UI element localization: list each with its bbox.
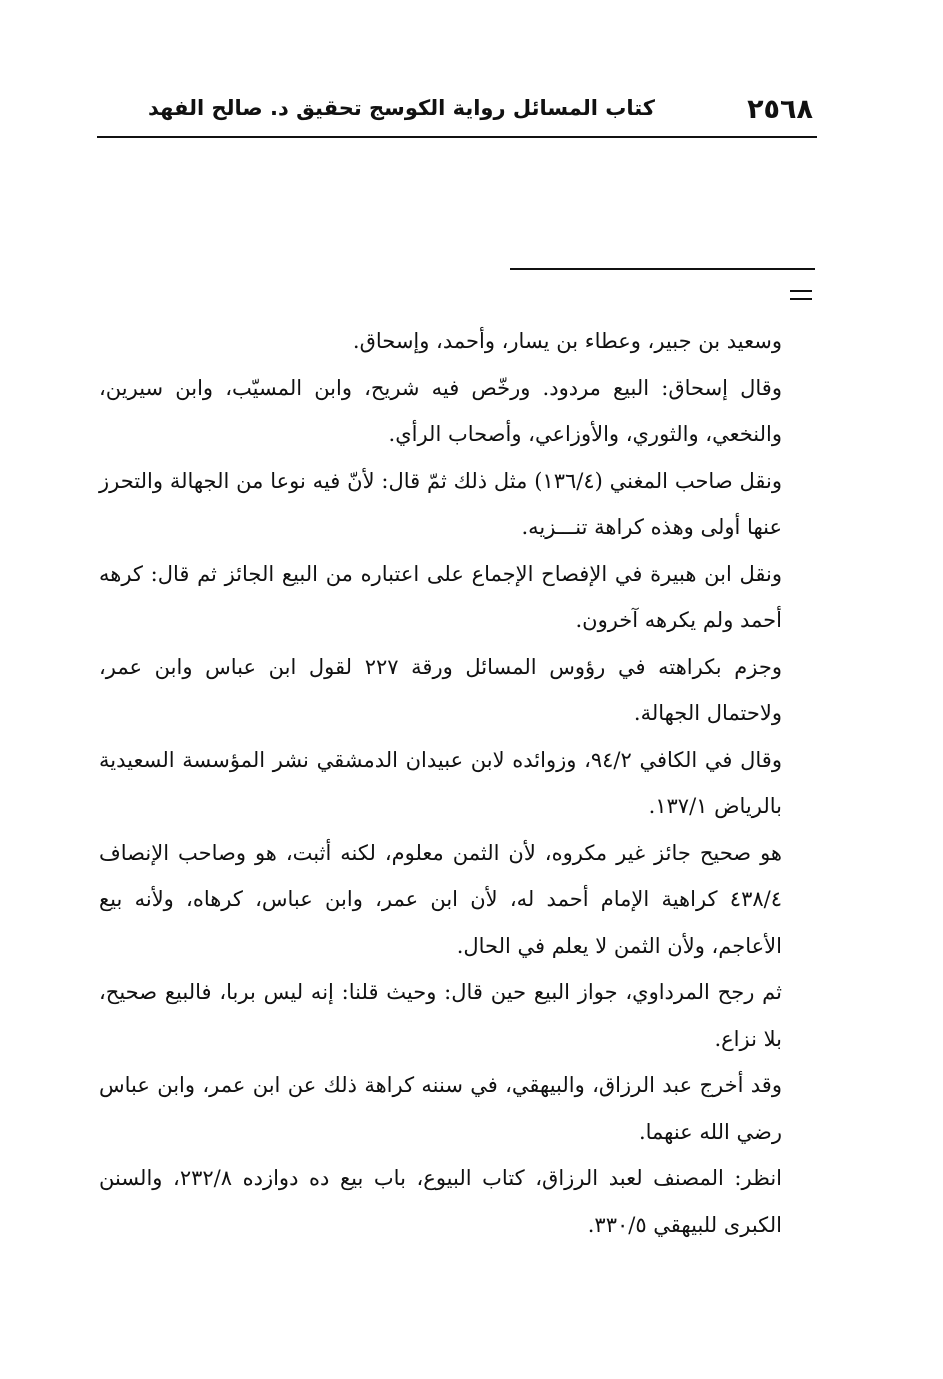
- page-number: ٢٥٦٨: [747, 94, 813, 125]
- paragraph-8: ثم رجح المرداوي، جواز البيع حين قال: وحيث قلنا: إنه ليس بربا، فالبيع صحيح، بلا نزاع.: [99, 980, 782, 1051]
- footnote-separator-rule: [510, 268, 815, 270]
- paragraph-9: وقد أخرج عبد الرزاق، والبيهقي، في سننه كراهة ذلك عن ابن عمر، وابن عباس رضي الله عنهما.: [99, 1073, 782, 1144]
- running-title: كتاب المسائل رواية الكوسج تحقيق د. صالح الفهد: [148, 96, 655, 120]
- footnote-body: [99, 318, 782, 1248]
- paragraph-10: انظر: المصنف لعبد الرزاق، كتاب البيوع، باب بيع ده دوازده ٢٣٢/٨، والسنن الكبرى للبيهقي ٣٣٠/٥.: [99, 1166, 782, 1237]
- paragraph-4: ونقل ابن هبيرة في الإفصاح الإجماع على اعتباره من البيع الجائز ثم قال: كرهه أحمد ولم يكرهه آخرون.: [99, 561, 782, 632]
- paragraph-5: وجزم بكراهته في رؤوس المسائل ورقة ٢٢٧ لقول ابن عباس وابن عمر، ولاحتمال الجهالة.: [99, 654, 782, 725]
- footnote-continuation-mark: [790, 290, 812, 300]
- paragraph-2: وقال إسحاق: البيع مردود. ورخّص فيه شريح، وابن المسيّب، وابن سيرين، والنخعي، والثوري، والأوزاعي، وأصحاب الرأي.: [99, 375, 782, 446]
- paragraph-6: وقال في الكافي ٩٤/٢، وزوائده لابن عبيدان الدمشقي نشر المؤسسة السعيدية بالرياض ١٣٧/١.: [99, 747, 782, 818]
- page-header: [97, 88, 817, 138]
- paragraph-1: وسعيد بن جبير، وعطاء بن يسار، وأحمد، وإسحاق.: [352, 329, 782, 353]
- paragraph-3: ونقل صاحب المغني (١٣٦/٤) مثل ذلك ثمّ قال: لأنّ فيه نوعا من الجهالة والتحرز عنها أولى وهذه كراهة تنـــزيه.: [99, 468, 782, 539]
- paragraph-7: هو صحيح جائز غير مكروه، لأن الثمن معلوم، لكنه أثبت، هو وصاحب الإنصاف ٤٣٨/٤ كراهية الإمام أحمد له، لأن ابن عمر، وابن عباس، كرهاه، ولأنه بيع الأعاجم، ولأن الثمن لا يعلم في الحال.: [99, 840, 782, 958]
